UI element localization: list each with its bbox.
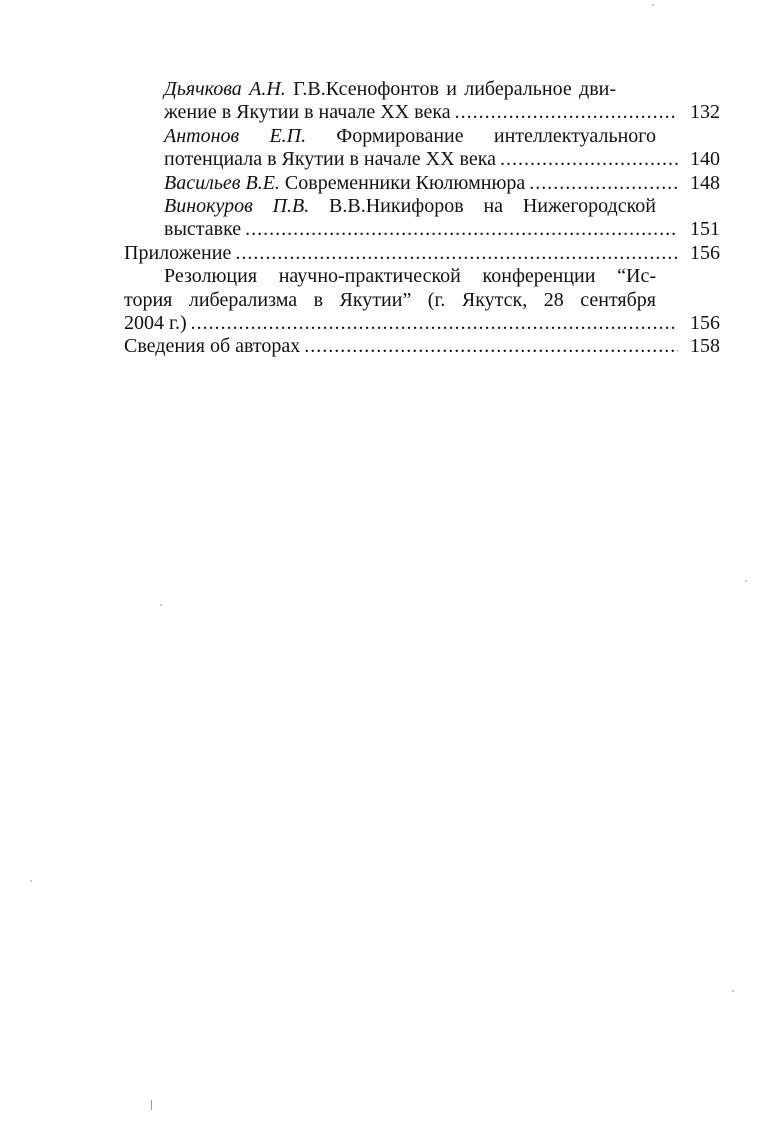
toc-entry: [124, 78, 720, 125]
dot-leader: [304, 335, 678, 358]
toc-page-number: 148: [690, 171, 720, 194]
scan-speck: [652, 4, 654, 6]
toc-entry-leader-line: [124, 312, 720, 335]
toc-entry: [124, 125, 720, 172]
toc-entry-title: Г.В.Ксенофонтов и либеральное дви-: [293, 78, 616, 100]
dot-leader: [235, 242, 678, 265]
scan-speck: [30, 880, 32, 882]
toc-entry-title: В.В.Никифоров на Нижегородской: [329, 194, 656, 217]
toc-section-title: Сведения об авторах: [124, 335, 301, 358]
toc-entry-title: Современники Кюлюмнюра: [284, 171, 526, 194]
toc-page-number: 156: [690, 241, 720, 264]
toc-entry-title-continued: потенциала в Якутии в начале XX века: [164, 148, 497, 171]
toc-entry-title: Формирование интеллектуального: [336, 124, 656, 147]
toc-page-number: 132: [690, 101, 720, 124]
toc-page-number: 158: [690, 335, 720, 358]
toc-entry-title-continued: жение в Якутии в начале XX века: [164, 101, 451, 124]
dot-leader: [455, 101, 678, 124]
toc-entry-author: Винокуров П.В.: [164, 194, 310, 217]
toc-entry: [124, 172, 720, 195]
toc-entry-author: Дьячкова А.Н.: [164, 78, 286, 100]
toc-entry-title-continued: тория либерализма в Якутии” (г. Якутск, 28 сентября: [124, 288, 656, 311]
toc-section-appendix: [124, 242, 720, 265]
scan-speck: [732, 990, 734, 992]
scan-speck: [745, 580, 747, 582]
toc-entry-leader-line: [124, 148, 720, 171]
toc-section-authors: [124, 335, 720, 358]
toc-entry-leader-line: [124, 335, 720, 358]
toc-entry-first-line: [124, 125, 656, 148]
toc-entry-first-line: [124, 195, 656, 218]
toc-page-number: 151: [690, 218, 720, 241]
toc-entry-title: Резолюция научно-практической конференции “Ис-: [164, 265, 656, 288]
toc-entry-leader-line: [124, 242, 720, 265]
dot-leader: [245, 218, 678, 241]
toc-entry-author: Васильев В.Е.: [164, 171, 280, 194]
toc-entry-title-continued: 2004 г.): [124, 311, 187, 334]
toc-entry-resolution: [124, 265, 720, 335]
scan-speck: [151, 1100, 152, 1110]
toc-entry-leader-line: [124, 172, 720, 195]
toc-entry-leader-line: [124, 101, 720, 124]
dot-leader: [529, 172, 678, 195]
toc-entry-first-line: [124, 78, 616, 101]
toc-entry-title-continued: выставке: [164, 218, 242, 241]
dot-leader: [191, 312, 678, 335]
toc-section-title: Приложение: [124, 241, 232, 264]
toc-entry-author: Антонов Е.П.: [164, 124, 307, 147]
dot-leader: [500, 148, 678, 171]
table-of-contents: [124, 78, 720, 359]
scan-speck: [160, 604, 162, 606]
toc-entry: [124, 195, 720, 242]
toc-page-number: 140: [690, 148, 720, 171]
toc-entry-leader-line: [124, 218, 720, 241]
toc-page-number: 156: [690, 311, 720, 334]
